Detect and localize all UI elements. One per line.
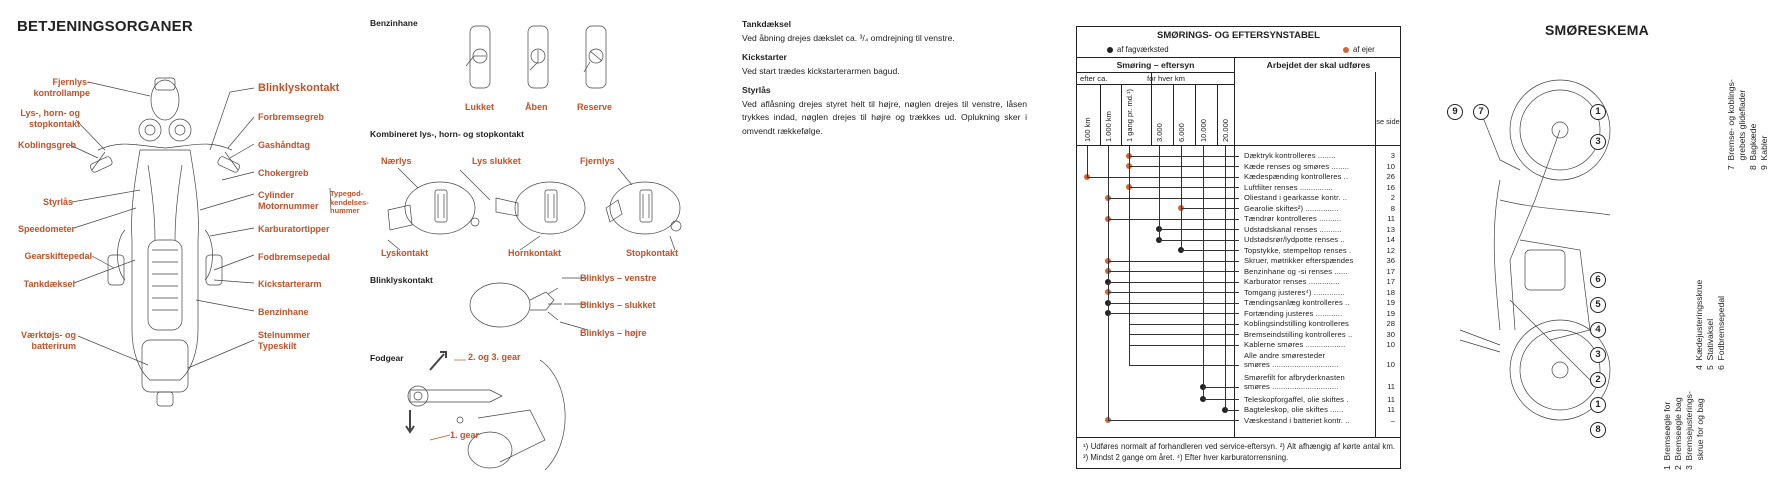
col-group-header: Smøring – eftersyn [1116,60,1195,70]
interval-vertical-line [1129,146,1130,365]
interval-col-5: 10.000 [1199,119,1208,142]
table-row-page: 17 [1386,277,1395,286]
table-row-page: 11 [1387,214,1395,223]
after-approx: efter ca. [1080,74,1108,83]
callout-1: 1 [1590,104,1606,120]
table-row-page: 13 [1386,224,1395,234]
fodgear-2-3-gear: 2. og 3. gear [468,352,521,362]
table-row-task: Teleskopforgaffel, olie skiftes . [1244,394,1349,404]
table-row-leader [1159,240,1239,241]
label-gearskiftepedal: Gearskiftepedal [24,251,92,261]
section-body-tankdaeksel: Ved åbning drejes dækslet ca. ³/₄ omdrejning til venstre. [742,32,955,43]
benzinhane-lukket: Lukket [465,102,495,112]
table-row-page: 36 [1386,256,1395,265]
label-typegodkendelsesnummer: Typegod- kendelses- nummer [330,189,369,215]
interval-vertical-line [1225,146,1226,410]
table-row-task: Skruer, møtrikker efterspændes [1244,256,1354,265]
table-row-page: 3 [1390,151,1395,160]
motorcycle-side-view-drawing [1440,0,1620,400]
schema-legend-item: 8 Bagkæde [1748,123,1758,170]
schema-legend-column-1 [1662,391,1706,470]
table-row-task: Kablerne smøres .................. [1244,340,1346,349]
table-row-leader [1181,208,1239,209]
interval-divider-2 [1121,84,1122,145]
table-row-page: 28 [1386,319,1395,328]
table-row-page: 16 [1386,182,1395,192]
table-row-task: Udstødsrør/lydpotte renses .. [1244,235,1345,244]
table-row-leader [1108,292,1239,293]
interval-divider-6 [1217,84,1218,145]
interval-col-1: 1.000 km [1104,111,1113,142]
interval-vertical-line [1159,146,1160,240]
table-row-task: Bagteleskop, olie skiftes ...... [1244,405,1344,414]
callout-3: 3 [1590,134,1606,150]
label-karburatortipper: Karburatortipper [258,224,330,234]
section-title-styrlaas: Styrlås [742,85,771,95]
legend-owner: af ejer [1353,45,1375,54]
interval-col-3: 3.000 [1155,123,1164,142]
label-forbremsegreb: Forbremsegreb [258,112,325,122]
table-row-task: Karburator renses .............. [1244,277,1340,286]
table-row-page: – [1390,415,1395,425]
table-row-leader [1129,324,1239,325]
table-row-page: 11 [1387,405,1395,414]
callout-4: 4 [1590,322,1606,338]
legend-owner-dot [1343,47,1349,53]
label-gashaandtag: Gashåndtag [258,140,311,150]
label-tankdaeksel: Tankdæksel [23,279,75,289]
table-row-leader [1129,365,1239,366]
table-row-task: Dæktryk kontrolleres ........ [1244,151,1336,160]
table-row-task: Alle andre smøresteder smøres .............................. [1244,350,1339,369]
label-kickstarterarm: Kickstarterarm [258,279,322,289]
interval-col-6: 20.000 [1221,119,1230,142]
table-footnote: ¹) Udføres normalt af forhandleren ved service-eftersyn. ²) Alt afhængig af kørte antal km. ³) Mindst 2 gange om året. ⁴) Efter hver karburatorrensning. [1083,442,1395,462]
controls-title: BETJENINGSORGANER [17,18,193,35]
benzinhane-aaben: Åben [525,102,548,112]
table-row-page: 8 [1390,203,1395,213]
table-row-task: Tomgang justeres⁴) .............. [1244,287,1345,297]
label-blinklyskontakt: Blinklyskontakt [258,82,340,94]
table-row-page: 14 [1386,235,1395,244]
table-row-leader [1129,187,1239,188]
schema-legend-item: 6 Fodbremsepedal [1716,295,1726,370]
kombineret-stopkontakt: Stopkontakt [626,248,679,258]
table-row-page: 30 [1386,329,1395,339]
label-fjernlys-kontrollampe: Fjernlys- kontrollampe [33,77,90,98]
schema-legend-item: 4 Kædejusteringsskrue [1694,279,1704,370]
interval-divider-5 [1195,84,1196,145]
schema-legend-item: 2 Bremseøgle bag [1673,397,1683,470]
table-row-task: Fortænding justeres ............ [1244,308,1343,318]
table-row-task: Smørefilt for afbryderknasten smøres .............................. [1244,372,1345,391]
table-row-page: 10 [1386,161,1395,171]
col-work-header: Arbejdet der skal udføres [1266,60,1371,70]
label-fodbremsepedal: Fodbremsepedal [258,252,331,262]
interval-divider-3 [1151,72,1152,145]
table-row-leader [1108,420,1239,421]
table-row-leader [1108,261,1239,262]
table-row-page: 10 [1386,340,1395,349]
schema-panel [1440,0,1769,481]
switch-drawings [370,0,670,481]
instructions-panel [742,0,1032,481]
blinklys-title: Blinklyskontakt [370,275,433,285]
table-row-page: 19 [1386,298,1395,307]
switch-panel [370,0,679,481]
kombineret-lyskontakt: Lyskontakt [381,248,429,258]
fodgear-1-gear: 1. gear [450,430,480,440]
interval-vertical-line [1203,146,1204,399]
label-vaerktoejs-batterirum: Værktøjs- og batterirum [20,330,76,351]
label-stelnummer-typeskilt: Stelnummer Typeskilt [258,330,311,351]
label-speedometer: Speedometer [17,224,75,234]
table-row-leader [1108,303,1239,304]
table-row-leader [1225,410,1239,411]
callout-6: 6 [1590,272,1606,288]
table-row-page: 26 [1386,172,1395,181]
table-row-task: Tændrør kontrolleres .......... [1244,214,1342,223]
table-row-leader [1203,387,1239,388]
section-body-kickstarter: Ved start trædes kickstarterarmen bagud. [742,65,900,76]
table-row-leader [1108,313,1239,314]
header-sub-line [1077,72,1234,73]
table-row-task: Koblingsindstilling kontrolleres [1244,319,1349,328]
label-koblingsgreb: Koblingsgreb [18,140,76,150]
callout-5: 5 [1590,297,1606,313]
schema-legend-item: 5 Stativaksel [1705,318,1715,370]
schema-title: SMØRESKEMA [1545,22,1649,38]
label-lys-horn-stopkontakt: Lys-, horn- og stopkontakt [20,108,80,129]
schema-legend-item: 9 Kabler [1759,135,1769,170]
table-row-task: Gearolie skiftes²) ............... [1244,203,1339,213]
interval-vertical-line [1108,146,1109,420]
kombineret-lys-slukket: Lys slukket [472,156,521,166]
every-km: for hver km [1147,74,1185,83]
section-title-tankdaeksel: Tankdæksel [742,19,792,29]
kombineret-fjernlys: Fjernlys [580,156,615,166]
table-title: SMØRINGS- OG EFTERSYNSTABEL [1157,30,1320,41]
table-row-leader [1108,219,1239,220]
table-row-leader [1108,271,1239,272]
interval-col-0: 100 km [1083,117,1092,142]
callout-9: 9 [1447,104,1463,120]
interval-vertical-line [1181,146,1182,250]
label-cylinder-motornummer: Cylinder Motornummer [258,190,319,211]
header-line [1077,57,1400,58]
table-row-leader [1129,166,1239,167]
table-row-leader [1108,198,1239,199]
callout-1: 1 [1590,397,1606,413]
kombineret-hornkontakt: Hornkontakt [508,248,562,258]
blinklys-slukket: Blinklys – slukket [580,300,656,310]
blinklys-hoejre: Blinklys – højre [580,328,647,338]
table-row-leader [1203,399,1239,400]
label-styrlaas: Styrlås [42,197,73,207]
interval-bottom-line [1077,145,1400,146]
table-row-leader [1181,250,1239,251]
schema-legend-column-2 [1694,280,1727,370]
table-row-page: 11 [1387,382,1395,391]
section-body-styrlaas: Ved aflåsning drejes styret helt til højre, nøglen drejes til venstre, låsen trykkes indad, nøglen drejes til højre og trækkes ud. Oplukning sker i omvendt rækkefølge. [742,98,1027,136]
table-row-leader [1159,229,1239,230]
schema-legend-item: 3 Bremsejusterings- skrue for og bag [1684,391,1705,470]
table-row-page: 2 [1390,193,1395,202]
schema-legend-item: 7 Bremse- og koblings- grebets glideflader [1726,79,1747,170]
table-row-task: Udstødskanal renses .......... [1244,224,1342,234]
callout-3: 3 [1590,347,1606,363]
fodgear-title: Fodgear [370,353,404,363]
table-row-page: 10 [1386,360,1395,369]
table-row-task: Topstykke, stempeltop renses . [1244,245,1352,255]
table-row-leader [1087,177,1239,178]
table-row-task: Kædespænding kontrolleres .. [1244,172,1349,181]
callout-8: 8 [1590,422,1606,438]
interval-divider-1 [1100,84,1101,145]
section-title-kickstarter: Kickstarter [742,52,787,62]
label-benzinhane: Benzinhane [258,307,309,317]
table-row-task: Benzinhane og -si renses ...... [1244,266,1348,276]
label-chokergreb: Chokergreb [258,168,309,178]
table-row-leader [1129,345,1239,346]
legend-dealer: af fagværksted [1117,45,1169,54]
table-row-task: Oliestand i gearkasse kontr. .. [1244,193,1348,202]
table-row-leader [1108,282,1239,283]
blinklys-venstre: Blinklys – venstre [580,273,657,283]
maintenance-table [1076,26,1401,469]
table-row-task: Luftfilter renses ............... [1244,182,1333,192]
table-row-task: Væskestand i batteriet kontr. .. [1244,415,1350,425]
table-row-leader [1129,334,1239,335]
footnote-line [1077,437,1400,438]
schema-legend-item: 1 Bremseøgle for [1662,401,1672,470]
table-row-task: Kæde renses og smøres ........ [1244,161,1350,171]
kombineret-naerlys: Nærlys [381,156,412,166]
table-row-leader [1129,156,1239,157]
motorcycle-top-view-drawing [0,0,370,481]
page-col-divider [1375,72,1376,437]
legend-dealer-dot [1107,47,1113,53]
benzinhane-reserve: Reserve [577,102,613,112]
table-row-page: 18 [1386,287,1395,297]
callout-7: 7 [1473,104,1489,120]
interval-col-2: 1 gang pr. md.¹) [1125,89,1134,142]
page-col-header: se side [1376,117,1400,126]
table-row-page: 11 [1387,394,1395,404]
table-row-page: 17 [1386,266,1395,276]
controls-panel [0,0,370,481]
table-row-task: Tændingsanlæg kontrolleres .. [1244,298,1350,307]
interval-col-4: 6.000 [1177,123,1186,142]
schema-legend-column-3 [1726,79,1770,170]
interval-vertical-line [1087,146,1088,177]
interval-divider-4 [1173,84,1174,145]
callout-2: 2 [1590,372,1606,388]
table-row-page: 19 [1386,308,1395,318]
table-row-task: Bremseindstilling kontrolleres .. [1244,329,1353,339]
kombineret-title: Kombineret lys-, horn- og stopkontakt [370,129,524,139]
table-row-page: 12 [1386,245,1395,255]
instructions-text [742,12,1027,138]
benzinhane-title: Benzinhane [370,18,418,28]
divider-main [1234,57,1235,437]
